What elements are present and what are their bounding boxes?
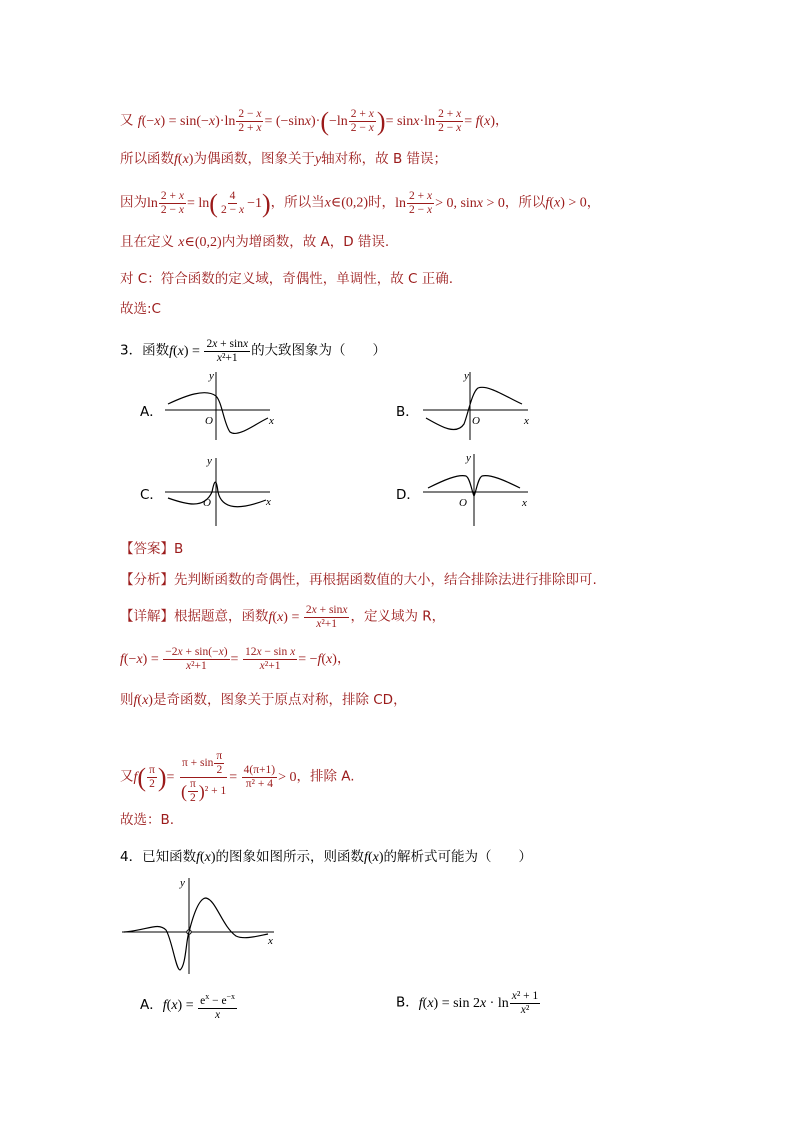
- line-even-proof: 又 f(−x) = sin(−x)·ln $\frac{2 - x}{2 + x}$ = (−sinx)·(−ln $\frac{2 + x}{2 - x}$ )= sinx·ln $\frac{2 + x}{2 - x}$ = f(x)，: [120, 106, 509, 136]
- option-d-label[interactable]: D．: [396, 487, 420, 503]
- axis-y-label: y: [466, 452, 471, 464]
- line-increasing: 且在定义 x∈(0,2)内为增函数，故 A，D 错误.: [120, 234, 390, 250]
- origin-label: O: [203, 497, 211, 509]
- axis-y-label: y: [207, 455, 212, 467]
- q4-option-a[interactable]: A．f(x) = $\frac{e^x - e^{-x}}{x}$: [140, 992, 236, 1021]
- origin-label: O: [472, 415, 480, 427]
- axis-x-label: x: [266, 496, 271, 508]
- axis-x-label: x: [524, 415, 529, 427]
- odd-conclusion-line: 则f(x)是奇函数，图象关于原点对称，排除 CD，: [120, 692, 407, 708]
- axis-x-label: x: [522, 497, 527, 509]
- question-4-stem: 4．已知函数f(x)的图象如图所示，则函数f(x)的解析式可能为（ ）: [120, 849, 532, 865]
- line-option-c: 对 C：符合函数的定义域，奇偶性，单调性，故 C 正确.: [120, 271, 454, 287]
- axis-y-label: y: [180, 877, 185, 889]
- analysis-line: 【分析】先判断函数的奇偶性，再根据函数值的大小，结合排除法进行排除即可.: [120, 572, 597, 588]
- option-a-label[interactable]: A．: [140, 404, 163, 420]
- detail-line: 【详解】根据题意，函数f(x) = $\frac{2x + \sin x}{\text{x²+1}}$ ，定义域为 R，: [120, 604, 446, 630]
- axis-x-label: x: [268, 935, 273, 947]
- axis-y-label: y: [209, 370, 214, 382]
- answer-line: 【答案】B: [120, 541, 184, 557]
- axis-y-label: y: [464, 370, 469, 382]
- origin-label: O: [459, 497, 467, 509]
- exclude-a-line: 又f( $\frac{\pi}{2}$ )= π + sin $\frac{\pi}{2}$ ( $\frac{\pi}{2}$ )² + 1 = $\frac{4(\pi+1)}{\text{π² + 4}}$ > 0，排除 A.: [120, 750, 355, 804]
- q4-option-b[interactable]: B．f(x) = sin 2x · ln $\frac{\text{x² + 1}}{\text{x²}}$: [396, 990, 539, 1016]
- option-b-label[interactable]: B．: [396, 404, 419, 420]
- axis-x-label: x: [269, 415, 274, 427]
- line-monotonic: 因为ln $\frac{2 + x}{2 - x}$ = ln( $\frac{4}{2 - x}$ −1)，所以当x∈(0,2)时，ln $\frac{2 + x}{2 - x}$ > 0, sinx > 0，所以f(x) > 0，: [120, 188, 601, 218]
- line-even-conclusion: 所以函数f(x)为偶函数，图象关于y轴对称，故 B 错误；: [120, 151, 448, 167]
- question-3-stem: 3．函数f(x) = $\frac{2x + \sin x}{\text{x²+1}}$ 的大致图象为（ ）: [120, 338, 387, 364]
- option-a-graph[interactable]: [160, 366, 280, 444]
- option-c-label[interactable]: C．: [140, 487, 163, 503]
- origin-label: O: [205, 415, 213, 427]
- question-4-graph: [118, 870, 288, 980]
- option-b-graph[interactable]: [418, 366, 538, 444]
- option-c-graph[interactable]: [160, 452, 280, 530]
- odd-check-line: f(−x) = $\frac{-2x + \sin(-x)}{\text{x²+1}}$ = $\frac{\text{12x − sin x}}{\text{x²+1}}$ = −f(x)，: [120, 646, 351, 672]
- line-choose-c: 故选:C: [120, 301, 161, 317]
- choose-b-line: 故选：B.: [120, 812, 175, 828]
- option-d-graph[interactable]: [418, 448, 538, 530]
